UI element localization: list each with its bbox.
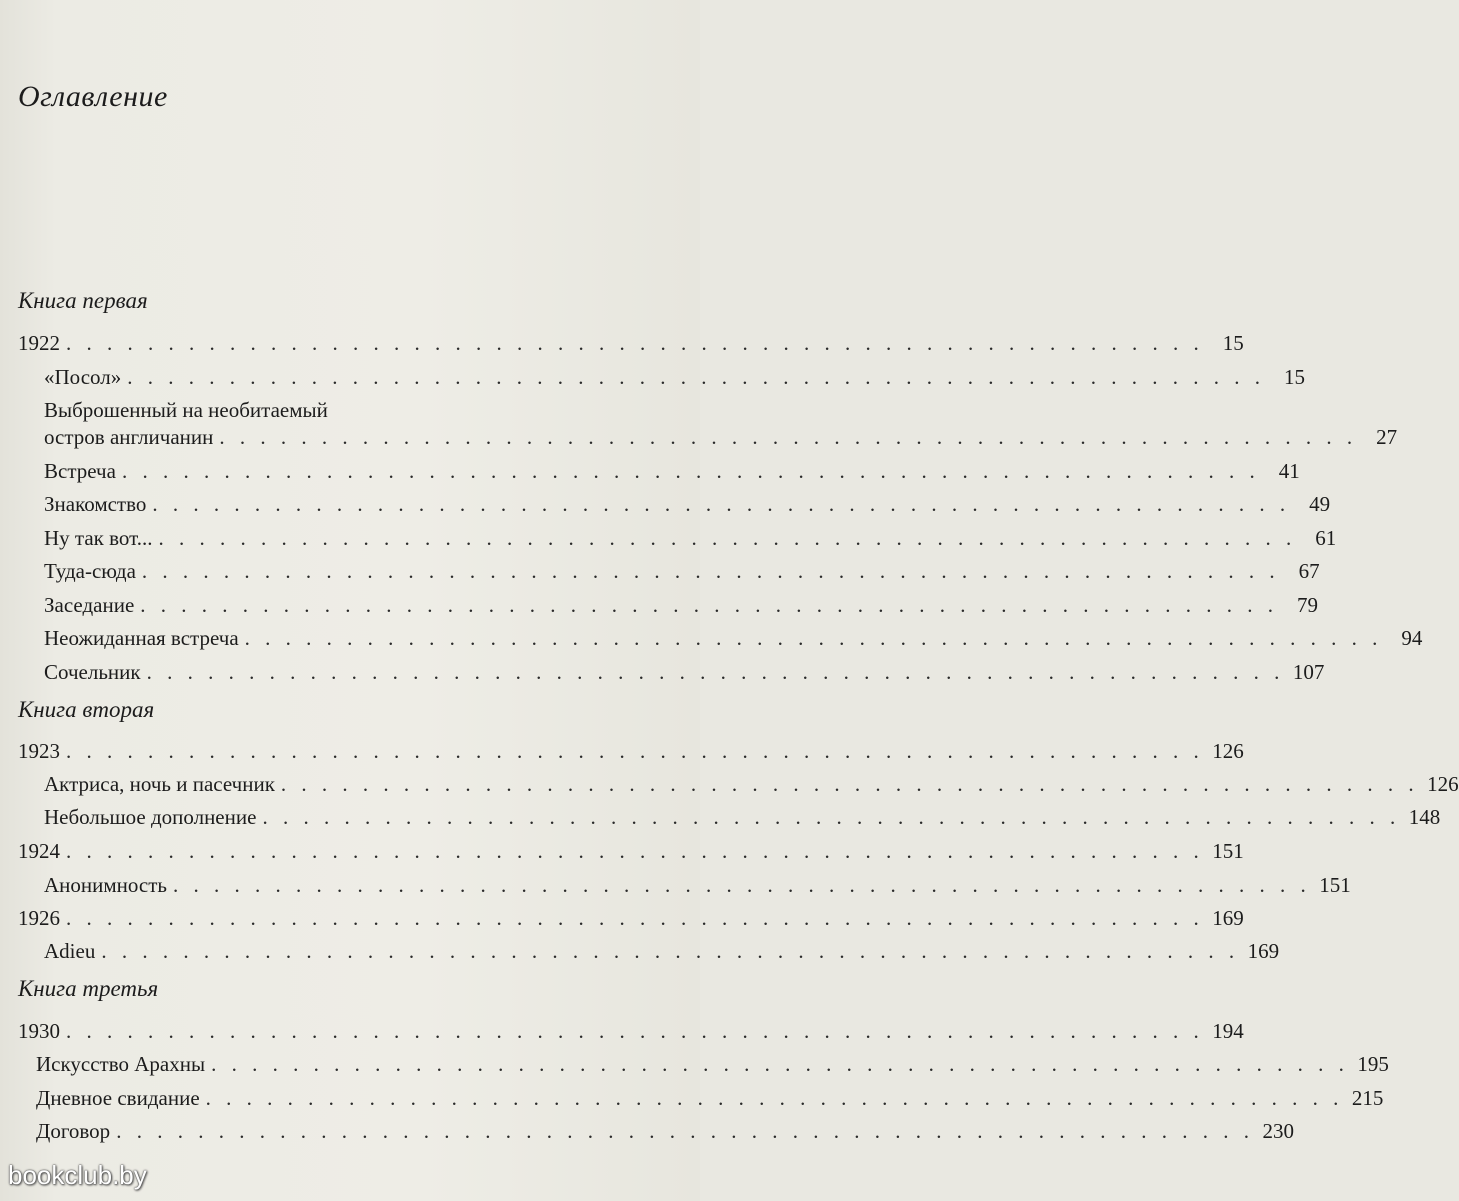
entry-label: «Посол» bbox=[44, 365, 122, 389]
toc-entry-dnevnoe-svidanie[interactable] bbox=[36, 1081, 1384, 1111]
entry-label: 1924 bbox=[18, 839, 60, 863]
dot-leader: . . . . . . . . . . . . . . . . . . . . . . . . . . . . . . . . . . . . . . . . . . . . . . . . . . . . . . . . bbox=[158, 526, 1297, 550]
dot-leader: . . . . . . . . . . . . . . . . . . . . . . . . . . . . . . . . . . . . . . . . . . . . . . . . . . . . . . . . bbox=[66, 331, 1204, 355]
entry-label: Встреча bbox=[44, 459, 116, 483]
entry-page-number: 79 bbox=[1297, 593, 1319, 617]
entry-page-number: 194 bbox=[1212, 1019, 1244, 1043]
entry-page-number: 15 bbox=[1222, 331, 1244, 355]
entry-label: 1922 bbox=[18, 331, 60, 355]
toc-entry-sochelnik[interactable] bbox=[44, 655, 1325, 685]
entry-page-number: 15 bbox=[1283, 365, 1305, 389]
page-title: Оглавление bbox=[18, 80, 168, 113]
dot-leader: . . . . . . . . . . . . . . . . . . . . . . . . . . . . . . . . . . . . . . . . . . . . . . . . . . . . . . . . bbox=[219, 425, 1358, 449]
entry-page-number: 61 bbox=[1315, 526, 1337, 550]
dot-leader: . . . . . . . . . . . . . . . . . . . . . . . . . . . . . . . . . . . . . . . . . . . . . . . . . . . . . . . . bbox=[262, 805, 1401, 829]
entry-page-number: 169 bbox=[1247, 939, 1280, 963]
entry-page-number: 148 bbox=[1408, 805, 1441, 829]
entry-label: 1926 bbox=[18, 906, 60, 930]
dot-leader: . . . . . . . . . . . . . . . . . . . . . . . . . . . . . . . . . . . . . . . . . . . . . . . . . . . . . . . . bbox=[173, 873, 1311, 897]
entry-label: Актриса, ночь и пасечник bbox=[44, 772, 275, 796]
entry-label: Дневное свидание bbox=[36, 1086, 200, 1110]
entry-label: Неожиданная встреча bbox=[44, 626, 239, 650]
toc-entry-zasedanie[interactable] bbox=[44, 588, 1319, 618]
entry-page-number: 67 bbox=[1298, 559, 1320, 583]
toc-entry-iskusstvo-arakhny[interactable] bbox=[36, 1047, 1389, 1077]
toc-entry-aktrisa[interactable] bbox=[44, 767, 1459, 797]
toc-entry-anonimnost[interactable] bbox=[44, 868, 1351, 898]
dot-leader: . . . . . . . . . . . . . . . . . . . . . . . . . . . . . . . . . . . . . . . . . . . . . . . . . . . . . . . . bbox=[244, 626, 1383, 650]
dot-leader: . . . . . . . . . . . . . . . . . . . . . . . . . . . . . . . . . . . . . . . . . . . . . . . . . . . . . . . . bbox=[116, 1119, 1254, 1143]
entry-page-number: 151 bbox=[1212, 839, 1244, 863]
entry-label: 1930 bbox=[18, 1019, 60, 1043]
entry-page-number: 94 bbox=[1401, 626, 1423, 650]
toc-entry-1923[interactable] bbox=[18, 734, 1244, 764]
dot-leader: . . . . . . . . . . . . . . . . . . . . . . . . . . . . . . . . . . . . . . . . . . . . . . . . . . . . . . . . bbox=[66, 839, 1204, 863]
entry-page-number: 107 bbox=[1292, 660, 1325, 684]
toc-entry-dogovor[interactable] bbox=[36, 1114, 1294, 1144]
entry-label: Заседание bbox=[44, 593, 135, 617]
entry-label: Знакомство bbox=[44, 492, 147, 516]
book-heading-first: Книга первая bbox=[18, 288, 148, 313]
toc-entry-tuda-syuda[interactable] bbox=[44, 554, 1320, 584]
dot-leader: . . . . . . . . . . . . . . . . . . . . . . . . . . . . . . . . . . . . . . . . . . . . . . . . . . . . . . . . bbox=[211, 1052, 1349, 1076]
toc-entry-neozhidannaya-vstrecha[interactable] bbox=[44, 621, 1423, 651]
dot-leader: . . . . . . . . . . . . . . . . . . . . . . . . . . . . . . . . . . . . . . . . . . . . . . . . . . . . . . . . bbox=[121, 459, 1260, 483]
toc-entry-1922[interactable] bbox=[18, 326, 1244, 356]
entry-label: Анонимность bbox=[44, 873, 168, 897]
entry-page-number: 151 bbox=[1319, 873, 1351, 897]
dot-leader: . . . . . . . . . . . . . . . . . . . . . . . . . . . . . . . . . . . . . . . . . . . . . . . . . . . . . . . . bbox=[280, 772, 1419, 796]
entry-label: Искусство Арахны bbox=[36, 1052, 206, 1076]
dot-leader: . . . . . . . . . . . . . . . . . . . . . . . . . . . . . . . . . . . . . . . . . . . . . . . . . . . . . . . . bbox=[127, 365, 1265, 389]
dot-leader: . . . . . . . . . . . . . . . . . . . . . . . . . . . . . . . . . . . . . . . . . . . . . . . . . . . . . . . . bbox=[140, 593, 1279, 617]
dot-leader: . . . . . . . . . . . . . . . . . . . . . . . . . . . . . . . . . . . . . . . . . . . . . . . . . . . . . . . . bbox=[101, 939, 1240, 963]
dot-leader: . . . . . . . . . . . . . . . . . . . . . . . . . . . . . . . . . . . . . . . . . . . . . . . . . . . . . . . . bbox=[152, 492, 1291, 516]
dot-leader: . . . . . . . . . . . . . . . . . . . . . . . . . . . . . . . . . . . . . . . . . . . . . . . . . . . . . . . . bbox=[205, 1086, 1344, 1110]
entry-page-number: 215 bbox=[1351, 1086, 1384, 1110]
toc-entry-vstrecha[interactable] bbox=[44, 454, 1300, 484]
dot-leader: . . . . . . . . . . . . . . . . . . . . . . . . . . . . . . . . . . . . . . . . . . . . . . . . . . . . . . . . bbox=[66, 906, 1204, 930]
entry-label: Ну так вот... bbox=[44, 526, 153, 550]
toc-entry-1924[interactable] bbox=[18, 834, 1244, 864]
entry-page-number: 27 bbox=[1376, 425, 1398, 449]
toc-entry-nu-tak-vot[interactable] bbox=[44, 521, 1337, 551]
dot-leader: . . . . . . . . . . . . . . . . . . . . . . . . . . . . . . . . . . . . . . . . . . . . . . . . . . . . . . . . bbox=[146, 660, 1285, 684]
toc-entry-nebolshoe-dopolnenie[interactable] bbox=[44, 800, 1441, 830]
entry-label: Adieu bbox=[44, 939, 96, 963]
entry-page-number: 41 bbox=[1278, 459, 1300, 483]
entry-label: 1923 bbox=[18, 739, 60, 763]
entry-page-number: 195 bbox=[1357, 1052, 1389, 1076]
entry-page-number: 169 bbox=[1212, 906, 1244, 930]
entry-page-number: 49 bbox=[1309, 492, 1331, 516]
entry-page-number: 126 bbox=[1427, 772, 1459, 796]
dot-leader: . . . . . . . . . . . . . . . . . . . . . . . . . . . . . . . . . . . . . . . . . . . . . . . . . . . . . . . . bbox=[66, 1019, 1204, 1043]
entry-label: остров англичанин bbox=[44, 425, 214, 449]
dot-leader: . . . . . . . . . . . . . . . . . . . . . . . . . . . . . . . . . . . . . . . . . . . . . . . . . . . . . . . . bbox=[141, 559, 1280, 583]
entry-label: Сочельник bbox=[44, 660, 141, 684]
toc-entry-1930[interactable] bbox=[18, 1014, 1244, 1044]
book-heading-third: Книга третья bbox=[18, 976, 159, 1001]
site-watermark: bookclub.by bbox=[8, 1160, 147, 1190]
entry-label-line1: Выброшенный на необитаемый bbox=[44, 398, 328, 422]
entry-page-number: 126 bbox=[1212, 739, 1244, 763]
toc-entry-1926[interactable] bbox=[18, 901, 1244, 931]
book-heading-second: Книга вторая bbox=[18, 697, 155, 722]
toc-entry-vybroshenny[interactable] bbox=[44, 420, 1398, 450]
dot-leader: . . . . . . . . . . . . . . . . . . . . . . . . . . . . . . . . . . . . . . . . . . . . . . . . . . . . . . . . bbox=[66, 739, 1204, 763]
entry-label: Договор bbox=[36, 1119, 111, 1143]
toc-entry-posol[interactable] bbox=[44, 360, 1305, 390]
toc-entry-znakomstvo[interactable] bbox=[44, 487, 1331, 517]
entry-label: Небольшое дополнение bbox=[44, 805, 257, 829]
entry-page-number: 230 bbox=[1262, 1119, 1294, 1143]
entry-label: Туда-сюда bbox=[44, 559, 136, 583]
toc-entry-adieu[interactable] bbox=[44, 934, 1280, 964]
